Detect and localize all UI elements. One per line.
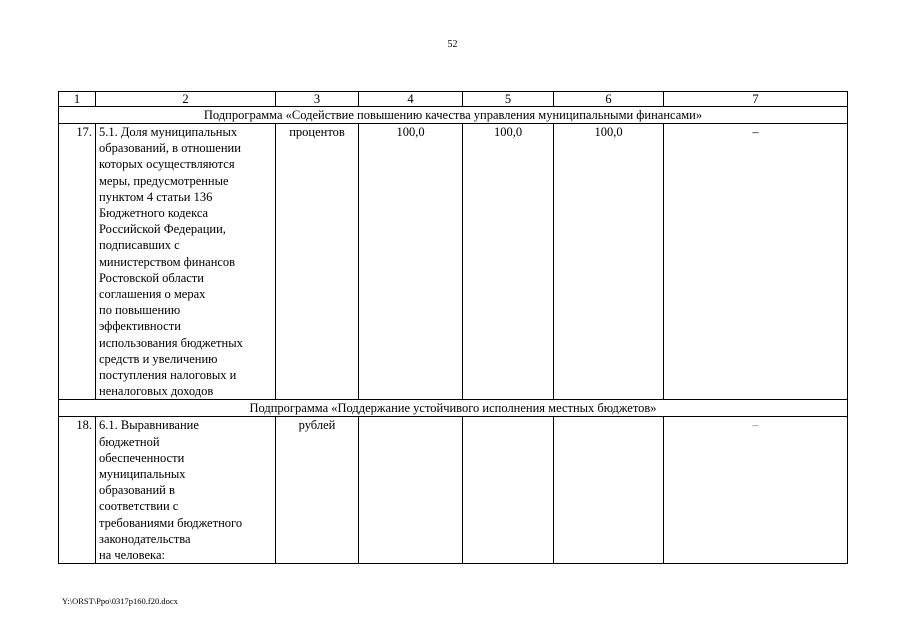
indicator-line: бюджетной bbox=[99, 434, 160, 449]
subprogram-row bbox=[59, 107, 848, 124]
header-cell: 3 bbox=[276, 92, 359, 107]
indicator-line: министерством финансов bbox=[99, 254, 236, 269]
value-cell: 100,0 bbox=[463, 124, 554, 400]
header-cell: 6 bbox=[554, 92, 664, 107]
indicator-name bbox=[96, 417, 276, 564]
indicator-line: Ростовской области bbox=[99, 270, 204, 285]
row-number: 18. bbox=[59, 417, 96, 564]
value-cell bbox=[554, 417, 664, 564]
header-cell: 7 bbox=[664, 92, 848, 107]
header-cell: 2 bbox=[96, 92, 276, 107]
indicator-line: образований, в отношении bbox=[99, 141, 241, 156]
value-cell bbox=[359, 417, 463, 564]
indicator-line: Российской Федерации, bbox=[99, 222, 226, 237]
table-row bbox=[59, 124, 848, 400]
indicator-line: пунктом 4 статьи 136 bbox=[99, 189, 213, 204]
table-row bbox=[59, 417, 848, 564]
header-cell: 1 bbox=[59, 92, 96, 107]
indicator-line: неналоговых доходов bbox=[99, 384, 214, 399]
indicator-line: поступления налоговых и bbox=[99, 368, 237, 383]
header-cell: 4 bbox=[359, 92, 463, 107]
indicator-line: использования бюджетных bbox=[99, 335, 243, 350]
footer-file-path: Y:\ORST\Ppo\0317p160.f20.docx bbox=[62, 596, 178, 606]
indicator-line: которых осуществляются bbox=[99, 157, 235, 172]
indicator-line: обеспеченности bbox=[99, 450, 185, 465]
value-cell: 100,0 bbox=[554, 124, 664, 400]
indicator-line: по повышению bbox=[99, 303, 181, 318]
indicator-line: образований в bbox=[99, 483, 175, 498]
indicator-line: средств и увеличению bbox=[99, 351, 218, 366]
page-number: 52 bbox=[447, 39, 458, 50]
row-number: 17. bbox=[59, 124, 96, 400]
unit-cell: процентов bbox=[276, 124, 359, 400]
note-cell: – bbox=[664, 417, 848, 564]
indicator-line: муниципальных bbox=[99, 467, 186, 482]
indicator-name bbox=[96, 124, 276, 400]
note-cell: – bbox=[664, 124, 848, 400]
indicator-line: на человека: bbox=[99, 548, 165, 563]
subprogram-row bbox=[59, 400, 848, 417]
indicator-line: требованиями бюджетного bbox=[99, 515, 243, 530]
table-header-row bbox=[59, 92, 848, 107]
indicator-line: Бюджетного кодекса bbox=[99, 206, 209, 221]
value-cell: 100,0 bbox=[359, 124, 463, 400]
indicator-line: законодательства bbox=[99, 531, 191, 546]
indicator-line: 6.1. Выравнивание bbox=[99, 418, 199, 433]
indicator-line: соответствии с bbox=[99, 499, 179, 514]
indicators-table bbox=[58, 91, 848, 564]
subprogram-title: Подпрограмма «Содействие повышению качества управления муниципальными финансами» bbox=[59, 107, 848, 124]
indicator-line: меры, предусмотренные bbox=[99, 173, 229, 188]
indicator-line: соглашения о мерах bbox=[99, 287, 206, 302]
subprogram-title: Подпрограмма «Поддержание устойчивого исполнения местных бюджетов» bbox=[59, 400, 848, 417]
value-cell bbox=[463, 417, 554, 564]
header-cell: 5 bbox=[463, 92, 554, 107]
indicator-line: подписавших с bbox=[99, 238, 180, 253]
indicator-line: эффективности bbox=[99, 319, 181, 334]
unit-cell: рублей bbox=[276, 417, 359, 564]
indicator-line: 5.1. Доля муниципальных bbox=[99, 125, 238, 139]
